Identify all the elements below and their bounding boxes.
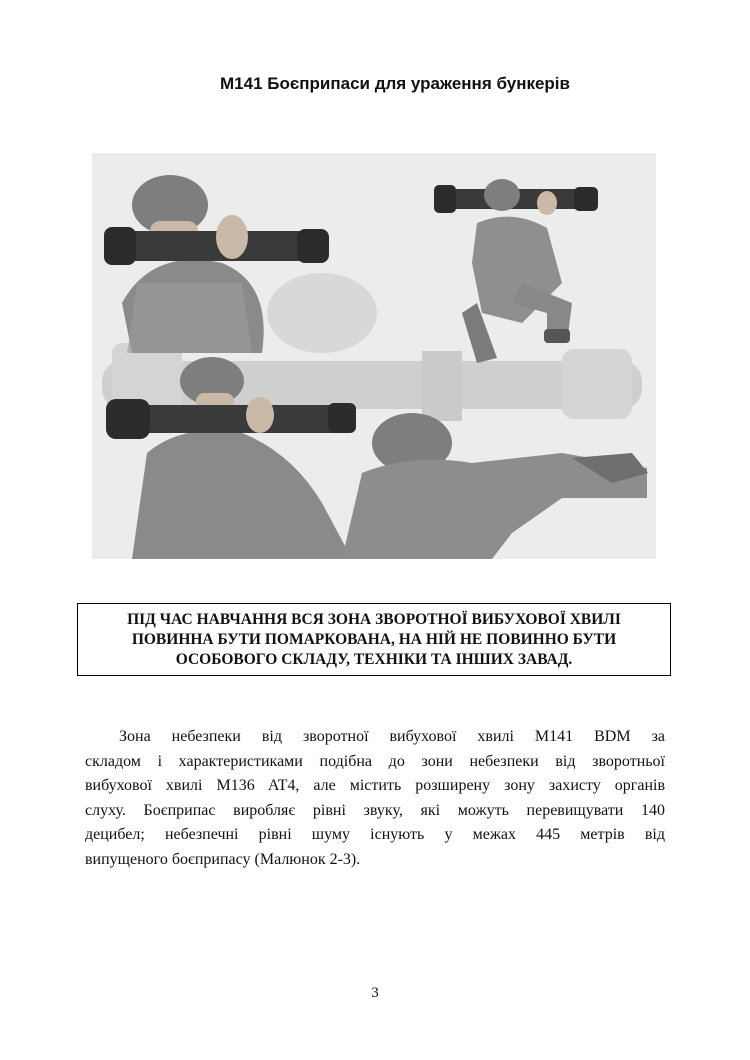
- paragraph-line: складом і характеристиками подібна до зони небезпеки від зворотньої: [85, 752, 665, 770]
- body-paragraph: [85, 725, 665, 873]
- soldier-top-right: [434, 179, 598, 363]
- warning-line: ОСОБОВОГО СКЛАДУ, ТЕХНІКИ ТА ІНШИХ ЗАВАД.: [175, 650, 573, 668]
- page-title: M141 Боєприпаси для ураження бункерів: [220, 74, 570, 93]
- paragraph-line: випущеного боєприпасу (Малюнок 2-3).: [85, 850, 361, 868]
- warning-box: [77, 603, 671, 676]
- soldier-prone: [342, 413, 648, 559]
- paragraph-line: вибухової хвилі M136 AT4, але містить розширену зону захисту органів: [85, 777, 665, 795]
- paragraph-line: децибел; небезпечні рівні шуму існують у межах 445 метрів від: [85, 826, 665, 844]
- page-number: 3: [371, 985, 379, 1001]
- paragraph-line: Зона небезпеки від зворотної вибухової хвилі M141 BDM за: [119, 728, 665, 745]
- m141-soldiers-photo: [92, 153, 656, 559]
- warning-line: ПОВИННА БУТИ ПОМАРКОВАНА, НА НІЙ НЕ ПОВИННО БУТИ: [131, 630, 617, 648]
- soldiers-launcher-illustration-icon: [92, 153, 656, 559]
- paragraph-line: слуху. Боєприпас виробляє рівні звуку, які можуть перевищувати 140: [85, 801, 665, 819]
- warning-line: ПІД ЧАС НАВЧАННЯ ВСЯ ЗОНА ЗВОРОТНОЇ ВИБУХОВОЇ ХВИЛІ: [127, 610, 621, 628]
